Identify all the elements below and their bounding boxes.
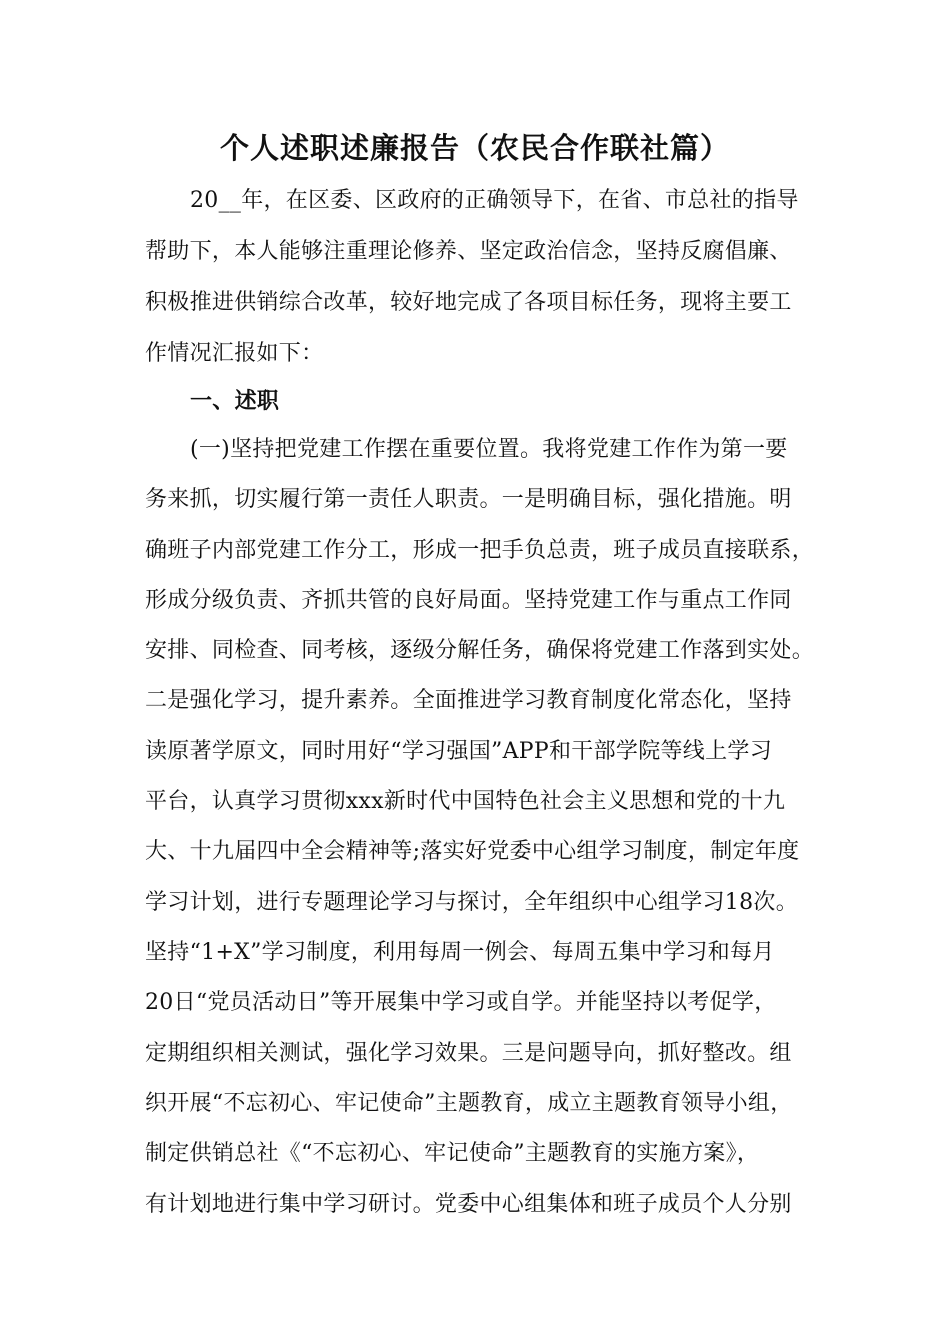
paragraph-line: 大、十九届四中全会精神等;落实好党委中心组学习制度，制定年度 xyxy=(145,839,800,864)
paragraph-line: 制定供销总社《“不忘初心、牢记使命”主题教育的实施方案》， xyxy=(145,1141,760,1166)
paragraph-line: 平台，认真学习贯彻xxx新时代中国特色社会主义思想和党的十九 xyxy=(145,789,786,814)
document-title: 个人述职述廉报告（农民合作联社篇） xyxy=(219,131,730,165)
paragraph-line: 确班子内部党建工作分工，形成一把手负总责，班子成员直接联系， xyxy=(145,538,815,563)
section-heading: 一、述职 xyxy=(190,388,280,414)
paragraph-line: 织开展“不忘初心、牢记使命”主题教育，成立主题教育领导小组， xyxy=(145,1091,793,1116)
paragraph-line: 安排、同检查、同考核，逐级分解任务，确保将党建工作落到实处。 xyxy=(145,638,815,663)
paragraph-line: 20日“党员活动日”等开展集中学习或自学。并能坚持以考促学， xyxy=(145,990,777,1015)
paragraph-line: 20__年，在区委、区政府的正确领导下，在省、市总社的指导 xyxy=(190,188,799,213)
paragraph-line: 定期组织相关测试，强化学习效果。三是问题导向，抓好整改。组 xyxy=(145,1041,792,1066)
paragraph-line: 积极推进供销综合改革，较好地完成了各项目标任务，现将主要工 xyxy=(145,290,792,315)
paragraph-line: 二是强化学习，提升素养。全面推进学习教育制度化常态化，坚持 xyxy=(145,688,792,713)
paragraph-line: (一)坚持把党建工作摆在重要位置。我将党建工作作为第一要 xyxy=(190,437,788,462)
paragraph-line: 帮助下，本人能够注重理论修养、坚定政治信念，坚持反腐倡廉、 xyxy=(145,239,792,264)
paragraph-line: 坚持“1+X”学习制度，利用每周一例会、每周五集中学习和每月 xyxy=(145,940,775,965)
paragraph-line: 读原著学原文，同时用好“学习强国”APP和干部学院等线上学习 xyxy=(145,739,772,764)
paragraph-line: 学习计划，进行专题理论学习与探讨，全年组织中心组学习18次。 xyxy=(145,890,798,915)
paragraph-line: 有计划地进行集中学习研讨。党委中心组集体和班子成员个人分别 xyxy=(145,1192,792,1217)
paragraph-line: 务来抓，切实履行第一责任人职责。一是明确目标，强化措施。明 xyxy=(145,487,792,512)
paragraph-line: 形成分级负责、齐抓共管的良好局面。坚持党建工作与重点工作同 xyxy=(145,588,792,613)
paragraph-line: 作情况汇报如下： xyxy=(145,341,324,366)
